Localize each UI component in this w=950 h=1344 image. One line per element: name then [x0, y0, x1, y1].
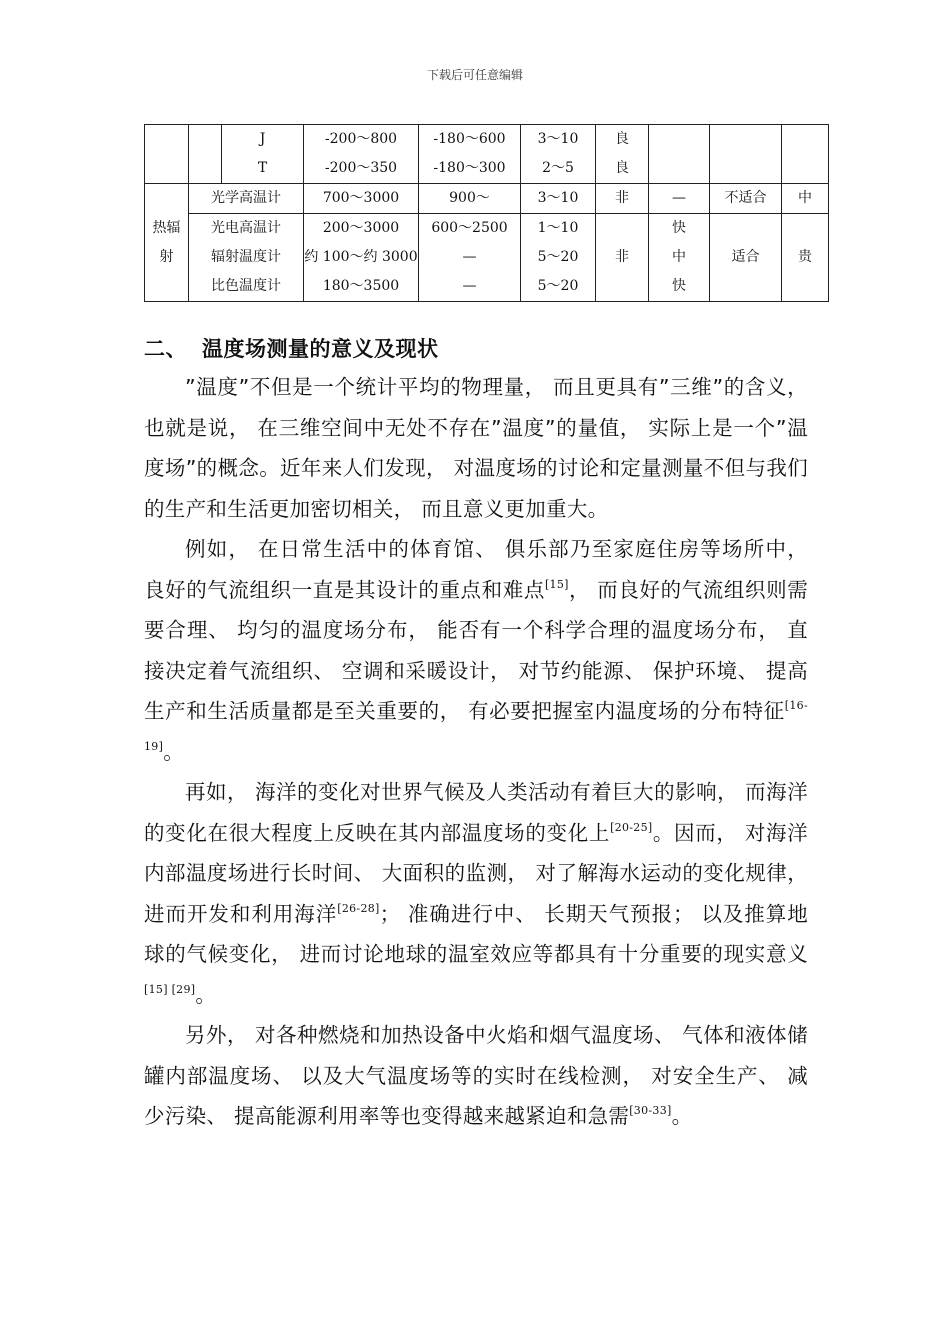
table-cell: [222, 125, 304, 184]
table-cell: [521, 214, 596, 302]
cell-type: T: [257, 160, 268, 176]
paragraph: [144, 529, 808, 772]
cell-range: -200～350: [324, 160, 398, 176]
table-cell: [649, 214, 710, 302]
cell-range: -200～800: [324, 131, 398, 147]
table-cell: 贵: [782, 214, 829, 302]
cell-name: 比色温度计: [211, 278, 281, 294]
cell-type: J: [259, 131, 266, 147]
cell-response: 快: [672, 220, 686, 236]
table-cell: 3～10: [521, 184, 596, 214]
table-cell: [304, 214, 419, 302]
table-cell: [782, 125, 829, 184]
cell-range: 约 100～约 3000: [304, 249, 418, 265]
cell-name: 光电高温计: [211, 220, 281, 236]
cell-accuracy: 5～20: [537, 249, 579, 265]
cell-name: 辐射温度计: [211, 249, 281, 265]
table-row: [145, 184, 829, 214]
cell-range: 200～3000: [322, 220, 400, 236]
citation: [30-33]: [629, 1104, 672, 1117]
table-cell: [649, 125, 710, 184]
paragraph-text: 。因而， 对海洋内部温度场进行长时间、 大面积的监测， 对了解海水运动的变化规律， 进而开发和利用海洋: [144, 820, 808, 926]
cell-accuracy: 2～5: [542, 160, 574, 176]
cell-range: —: [462, 278, 477, 294]
table-cell: [145, 125, 189, 184]
paragraph: [144, 772, 808, 1015]
table-cell: 中: [782, 184, 829, 214]
paragraph-text: 例如， 在日常生活中的体育馆、 俱乐部乃至家庭住房等场所中， 良好的气流组织一直是其设计的重点和难点: [144, 537, 808, 602]
citation: [15] [29]: [144, 982, 196, 996]
paragraph-text: 。: [671, 1104, 693, 1128]
paragraph-text: 。: [195, 982, 217, 1007]
paragraph-text: 。: [163, 739, 185, 764]
table-cell: 900～: [419, 184, 521, 214]
table-cell: [189, 214, 304, 302]
cell-accuracy: 5～20: [537, 278, 579, 294]
group-label: 热辐射: [152, 219, 181, 265]
citation: [15]: [544, 577, 569, 591]
table-cell: 非: [596, 214, 649, 302]
paragraph-text: 再如， 海洋的变化对世界气候及人类活动有着巨大的影响， 而海洋的变化在很大程度上反映在其内部温度场的变化上: [144, 780, 808, 845]
body-text: [144, 367, 808, 1137]
cell-response: 快: [672, 278, 686, 294]
table-cell: 700～3000: [304, 184, 419, 214]
cell-range: 180～3500: [322, 278, 400, 294]
thermometer-comparison-table: [144, 124, 829, 302]
cell-accuracy: 3～10: [537, 131, 579, 147]
table-row: [145, 125, 829, 184]
cell-range: —: [462, 249, 477, 265]
paragraph: [144, 367, 808, 529]
citation: [20-25]: [610, 820, 653, 834]
cell-accuracy: 1～10: [537, 220, 579, 236]
table-cell: [419, 125, 521, 184]
table-cell: [710, 125, 782, 184]
table-cell: 不适合: [710, 184, 782, 214]
paragraph: [144, 1015, 808, 1137]
paragraph-text: ； 准确进行中、 长期天气预报； 以及推算地球的气候变化， 进而讨论地球的温室效应等都具有十分重要的现实意义: [144, 901, 809, 966]
citation: [26-28]: [337, 901, 380, 915]
cell-range: -180～600: [433, 131, 506, 147]
citation: [16-19]: [144, 699, 808, 753]
paragraph-text: ”温度”不但是一个统计平均的物理量， 而且更具有”三维”的含义， 也就是说， 在三维空间中无处不存在”温度”的量值， 实际上是一个”温度场”的概念。近年来人们发现， 对温度场的讨论和定量测量不但与我们的生产和生活更加密切相关， 而且意义更加重大。: [144, 375, 808, 521]
table-cell: [521, 125, 596, 184]
cell-range: -180～300: [433, 160, 506, 176]
cell-range: 600～2500: [431, 220, 508, 236]
section-heading: [144, 333, 439, 363]
paragraph-text: 另外， 对各种燃烧和加热设备中火焰和烟气温度场、 气体和液体储罐内部温度场、 以及大气温度场等的实时在线检测， 对安全生产、 减少污染、 提高能源利用率等也变得越来越紧迫和急需: [144, 1023, 808, 1128]
cell-response: 中: [672, 249, 686, 265]
cell-linearity: 良: [615, 160, 629, 176]
table-row: [145, 214, 829, 302]
table-cell: —: [649, 184, 710, 214]
cell-linearity: 良: [615, 131, 629, 147]
group-cell: [145, 184, 189, 302]
section-number: 二、: [144, 337, 187, 361]
table-cell: [419, 214, 521, 302]
paragraph-text: ， 而良好的气流组织则需要合理、 均匀的温度场分布， 能否有一个科学合理的温度场分布， 直接决定着气流组织、 空调和采暖设计， 对节约能源、 保护环境、 提高生产和生活质量都是至关重要的， 有必要把握室内温度场的分布特征: [144, 577, 809, 723]
table-cell: [189, 125, 222, 184]
table-cell: [304, 125, 419, 184]
page-header: 下载后可任意编辑: [426, 68, 523, 82]
section-title: 温度场测量的意义及现状: [202, 337, 439, 361]
table-cell: 光学高温计: [189, 184, 304, 214]
table-cell: 适合: [710, 214, 782, 302]
table-cell: 非: [596, 184, 649, 214]
table-cell: [596, 125, 649, 184]
